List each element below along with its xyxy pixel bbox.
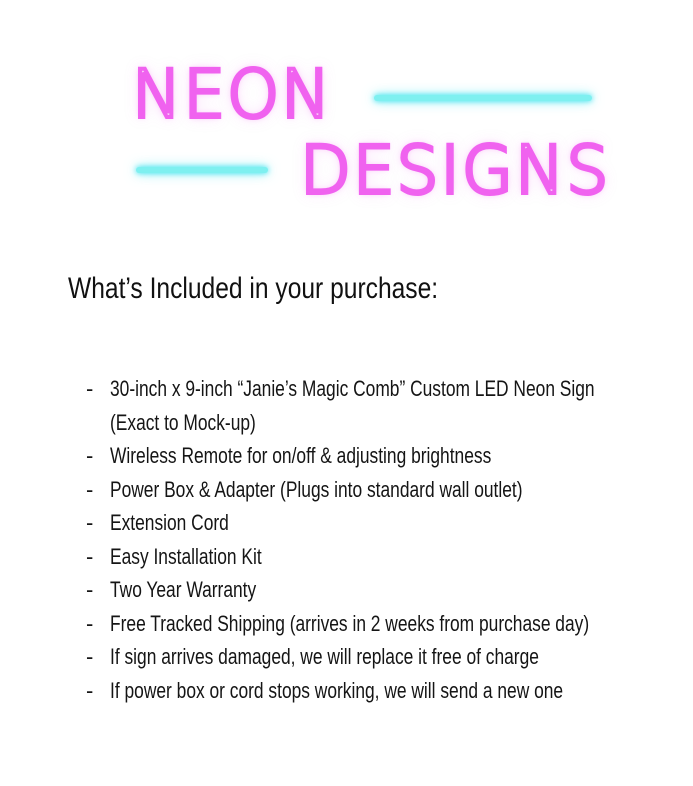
list-item-text: Free Tracked Shipping (arrives in 2 weeks from purchase day) bbox=[110, 610, 590, 636]
list-item-text: 30-inch x 9-inch “Janie’s Magic Comb” Custom LED Neon Sign bbox=[110, 376, 595, 401]
list-item bbox=[86, 439, 666, 473]
list-item bbox=[86, 372, 666, 439]
list-item-text: Easy Installation Kit bbox=[110, 543, 262, 569]
logo-word-neon: NEON bbox=[132, 56, 333, 133]
list-item bbox=[86, 540, 666, 574]
bullet-dash: - bbox=[86, 476, 94, 502]
list-item bbox=[86, 607, 666, 641]
list-item bbox=[86, 674, 666, 708]
list-item bbox=[86, 573, 666, 607]
logo-word-designs: DESIGNS bbox=[300, 132, 611, 209]
bullet-dash: - bbox=[86, 510, 94, 535]
bullet-dash: - bbox=[86, 644, 94, 669]
list-item-text: Extension Cord bbox=[110, 510, 229, 535]
bullet-dash: - bbox=[86, 543, 94, 569]
bullet-dash: - bbox=[86, 443, 94, 468]
page-title: What’s Included in your purchase: bbox=[68, 272, 439, 305]
list-item-text: Two Year Warranty bbox=[110, 577, 257, 602]
list-item bbox=[86, 506, 666, 540]
logo-cyan-line-bottom bbox=[136, 167, 268, 173]
list-item bbox=[86, 473, 666, 507]
list-item-text: If sign arrives damaged, we will replace it free of charge bbox=[110, 644, 539, 669]
bullet-dash: - bbox=[86, 677, 94, 703]
list-item bbox=[86, 640, 666, 674]
list-item-text: Power Box & Adapter (Plugs into standard wall outlet) bbox=[110, 476, 523, 502]
list-item-text: Wireless Remote for on/off & adjusting brightness bbox=[110, 443, 492, 468]
bullet-dash: - bbox=[86, 577, 94, 602]
list-item-text-continued: (Exact to Mock-up) bbox=[110, 409, 256, 435]
included-items-list bbox=[86, 372, 666, 707]
bullet-dash: - bbox=[86, 610, 94, 636]
bullet-dash: - bbox=[86, 376, 94, 401]
logo-cyan-line-top bbox=[374, 95, 592, 101]
list-item-text: If power box or cord stops working, we will send a new one bbox=[110, 677, 564, 703]
neon-designs-logo bbox=[130, 56, 611, 212]
